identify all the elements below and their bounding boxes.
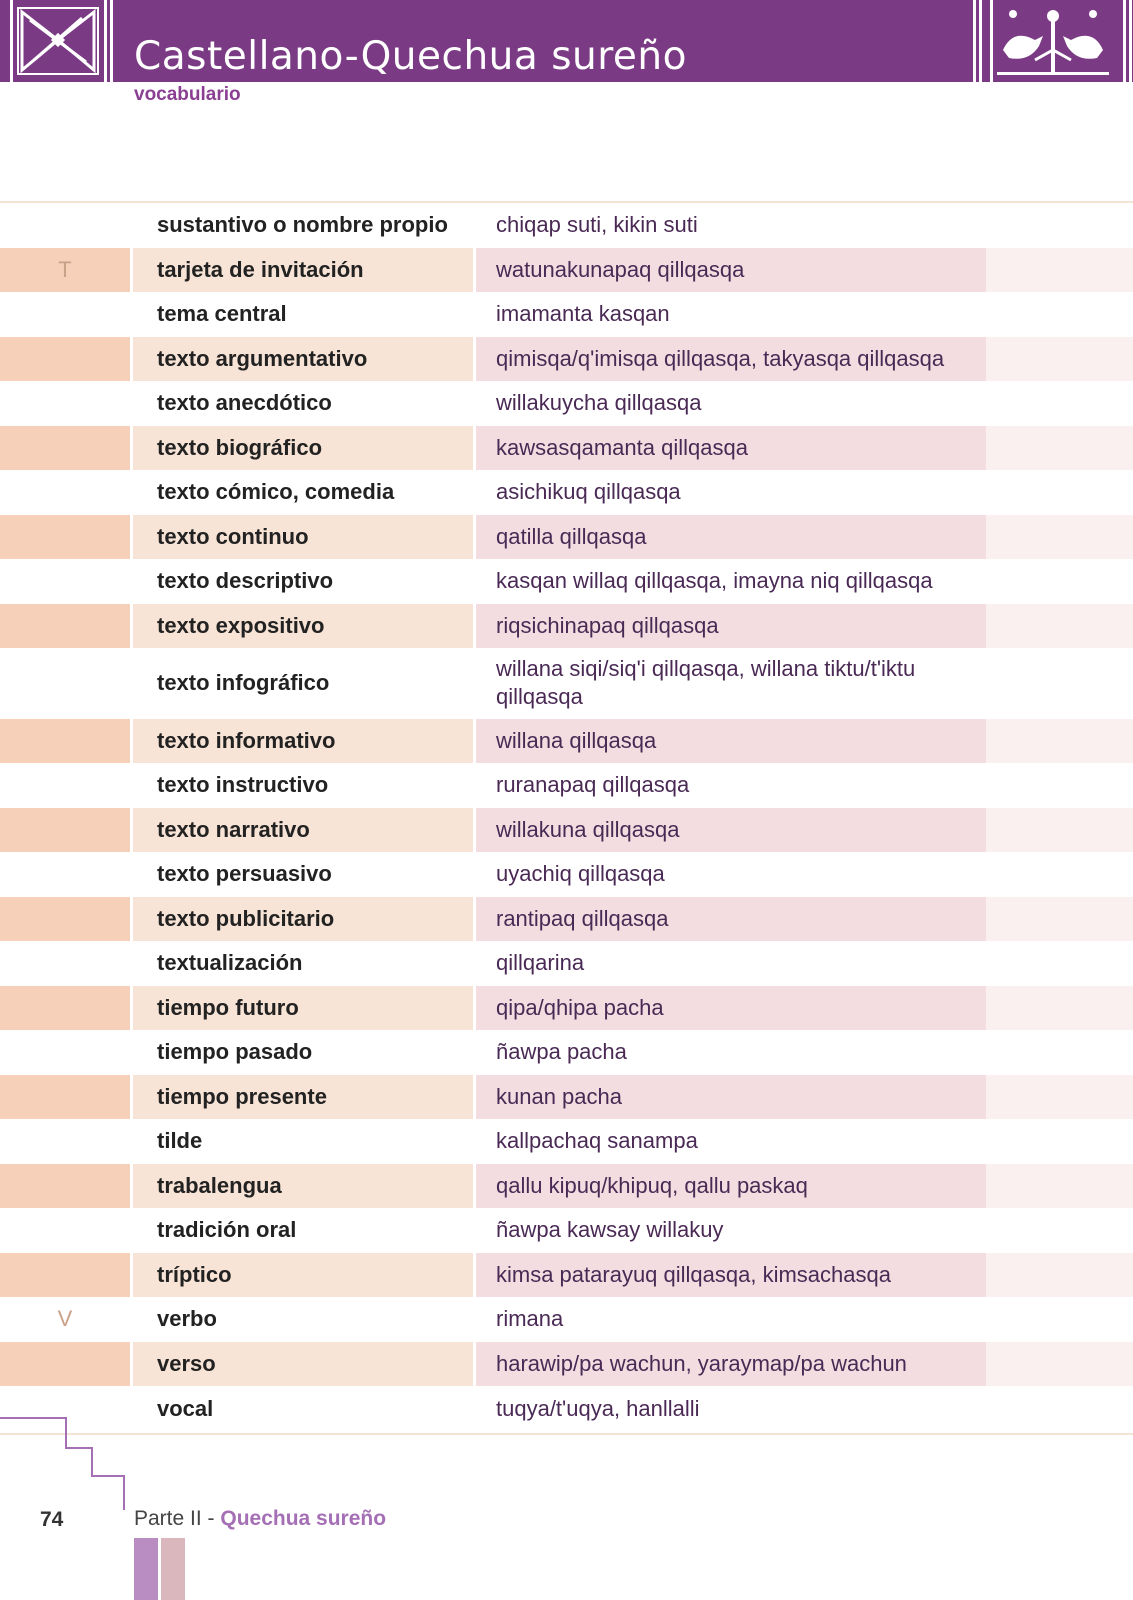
table-row — [0, 337, 1133, 381]
quechua-translation: qatilla qillqasqa — [476, 515, 986, 559]
spanish-term: texto continuo — [133, 515, 473, 559]
section-letter — [0, 292, 130, 336]
spanish-term: texto informativo — [133, 719, 473, 763]
row-filler — [986, 1297, 1133, 1341]
spanish-term: texto anecdótico — [157, 390, 332, 415]
quechua-translation: kallpachaq sanampa — [496, 1128, 698, 1153]
section-letter — [0, 604, 130, 648]
section-letter — [0, 470, 130, 514]
section-letter — [0, 559, 130, 603]
spanish-term: tiempo pasado — [157, 1039, 313, 1064]
quechua-translation: harawip/pa wachun, yaraymap/pa wachun — [476, 1342, 986, 1386]
table-row — [0, 808, 1133, 852]
row-filler — [986, 426, 1133, 470]
row-filler — [986, 648, 1133, 718]
row-filler — [986, 337, 1133, 381]
right-logo — [973, 0, 1133, 82]
table-row — [0, 1030, 1133, 1074]
left-logo — [0, 0, 118, 82]
section-letter — [0, 203, 130, 247]
quechua-translation: kawsasqamanta qillqasqa — [476, 426, 986, 470]
row-filler — [986, 381, 1133, 425]
quechua-translation: watunakunapaq qillqasqa — [476, 248, 986, 292]
quechua-translation: qimisqa/q'imisqa qillqasqa, takyasqa qillqasqa — [476, 337, 986, 381]
quechua-translation: qipa/qhipa pacha — [476, 986, 986, 1030]
row-filler — [986, 470, 1133, 514]
row-filler — [986, 248, 1133, 292]
spanish-term: vocal — [157, 1396, 214, 1421]
geometric-textile-pattern-icon — [0, 0, 118, 82]
table-row — [0, 381, 1133, 425]
table-row — [0, 1253, 1133, 1297]
section-letter — [0, 852, 130, 896]
footer-bar-pink — [161, 1538, 185, 1600]
table-row — [0, 292, 1133, 336]
section-letter — [0, 1119, 130, 1163]
table-row — [0, 559, 1133, 603]
quechua-translation: asichikuq qillqasqa — [496, 479, 681, 504]
spanish-term: texto descriptivo — [157, 568, 334, 593]
spanish-term: texto infográfico — [157, 670, 330, 695]
section-letter — [0, 719, 130, 763]
table-row — [0, 648, 1133, 718]
section-letter — [0, 808, 130, 852]
table-row — [0, 1075, 1133, 1119]
quechua-translation: uyachiq qillqasqa — [496, 861, 665, 886]
section-letter — [0, 1342, 130, 1386]
footer-step-line — [0, 1400, 200, 1510]
table-row — [0, 1119, 1133, 1163]
row-filler — [986, 1075, 1133, 1119]
table-row — [0, 941, 1133, 985]
section-letter — [0, 763, 130, 807]
row-filler — [986, 986, 1133, 1030]
spanish-term: tema central — [157, 301, 287, 326]
section-letter — [0, 381, 130, 425]
quechua-translation: rimana — [496, 1306, 564, 1331]
quechua-translation: qillqarina — [496, 950, 585, 975]
table-row — [0, 1164, 1133, 1208]
section-letter — [0, 941, 130, 985]
spanish-term: tarjeta de invitación — [133, 248, 473, 292]
quechua-translation: ñawpa kawsay willakuy — [496, 1217, 724, 1242]
row-filler — [986, 763, 1133, 807]
section-letter: V — [57, 1306, 73, 1331]
quechua-translation: riqsichinapaq qillqasqa — [476, 604, 986, 648]
table-row — [0, 604, 1133, 648]
table-row — [0, 426, 1133, 470]
quechua-translation: kunan pacha — [476, 1075, 986, 1119]
spanish-term: texto cómico, comedia — [157, 479, 395, 504]
row-filler — [986, 808, 1133, 852]
quechua-translation: tuqya/t'uqya, hanllalli — [496, 1396, 700, 1421]
row-filler — [986, 719, 1133, 763]
row-filler — [986, 1208, 1133, 1252]
row-filler — [986, 852, 1133, 896]
table-row — [0, 1297, 1133, 1341]
table-row — [0, 719, 1133, 763]
quechua-translation: kimsa patarayuq qillqasqa, kimsachasqa — [476, 1253, 986, 1297]
row-filler — [986, 604, 1133, 648]
footer-bar-purple — [134, 1538, 158, 1600]
spanish-term: textualización — [157, 950, 303, 975]
row-filler — [986, 203, 1133, 247]
spanish-term: tilde — [157, 1128, 203, 1153]
quechua-translation: willana siqi/siq'i qillqasqa, willana tiktu/t'iktu qillqasqa — [496, 656, 916, 709]
quechua-translation: willana qillqasqa — [476, 719, 986, 763]
spanish-term: texto persuasivo — [157, 861, 332, 886]
page-title: Castellano-Quechua sureño — [134, 34, 687, 79]
page-number: 74 — [40, 1508, 64, 1531]
row-filler — [986, 515, 1133, 559]
table-row — [0, 897, 1133, 941]
spanish-term: sustantivo o nombre propio — [157, 212, 448, 237]
row-filler — [986, 292, 1133, 336]
quechua-translation: qallu kipuq/khipuq, qallu paskaq — [476, 1164, 986, 1208]
spanish-term: tiempo futuro — [133, 986, 473, 1030]
spanish-term: verbo — [157, 1306, 217, 1331]
spanish-term: trabalengua — [133, 1164, 473, 1208]
spanish-term: texto narrativo — [133, 808, 473, 852]
row-filler — [986, 559, 1133, 603]
row-filler — [986, 1164, 1133, 1208]
vocabulary-table — [0, 201, 1133, 1435]
row-filler — [986, 941, 1133, 985]
quechua-translation: chiqap suti, kikin suti — [496, 212, 698, 237]
section-letter — [0, 897, 130, 941]
section-letter — [0, 1253, 130, 1297]
table-row — [0, 515, 1133, 559]
table-row — [0, 986, 1133, 1030]
section-letter — [0, 515, 130, 559]
quechua-translation: willakuna qillqasqa — [476, 808, 986, 852]
section-letter — [0, 1208, 130, 1252]
row-filler — [986, 1386, 1133, 1432]
section-letter — [0, 426, 130, 470]
quechua-translation: imamanta kasqan — [496, 301, 670, 326]
spanish-term: texto expositivo — [133, 604, 473, 648]
section-letter — [0, 648, 130, 718]
spanish-term: texto argumentativo — [133, 337, 473, 381]
section-letter — [0, 1164, 130, 1208]
row-filler — [986, 1253, 1133, 1297]
table-row — [0, 470, 1133, 514]
footer-part-prefix: Parte II - — [134, 1507, 221, 1530]
table-row — [0, 763, 1133, 807]
table-row — [0, 248, 1133, 292]
spanish-term: tiempo presente — [133, 1075, 473, 1119]
table-row — [0, 1208, 1133, 1252]
row-filler — [986, 1119, 1133, 1163]
table-row — [0, 1342, 1133, 1386]
birds-and-tree-textile-icon — [973, 0, 1133, 82]
spanish-term: verso — [133, 1342, 473, 1386]
section-subtitle: vocabulario — [134, 84, 241, 105]
section-letter — [0, 1075, 130, 1119]
footer-part-accent: Quechua sureño — [220, 1507, 387, 1530]
section-letter — [0, 337, 130, 381]
footer-part-label — [134, 1507, 386, 1531]
spanish-term: texto instructivo — [157, 772, 329, 797]
table-row — [0, 852, 1133, 896]
quechua-translation: willakuycha qillqasqa — [496, 390, 702, 415]
quechua-translation: kasqan willaq qillqasqa, imayna niq qillqasqa — [496, 568, 933, 593]
row-filler — [986, 1030, 1133, 1074]
spanish-term: texto publicitario — [133, 897, 473, 941]
quechua-translation: ñawpa pacha — [496, 1039, 627, 1064]
row-filler — [986, 1342, 1133, 1386]
row-filler — [986, 897, 1133, 941]
section-letter — [0, 986, 130, 1030]
quechua-translation: ruranapaq qillqasqa — [496, 772, 690, 797]
spanish-term: texto biográfico — [133, 426, 473, 470]
quechua-translation: rantipaq qillqasqa — [476, 897, 986, 941]
spanish-term: tríptico — [133, 1253, 473, 1297]
spanish-term: tradición oral — [157, 1217, 297, 1242]
section-letter — [0, 1030, 130, 1074]
table-row — [0, 203, 1133, 247]
section-letter: T — [0, 248, 130, 292]
